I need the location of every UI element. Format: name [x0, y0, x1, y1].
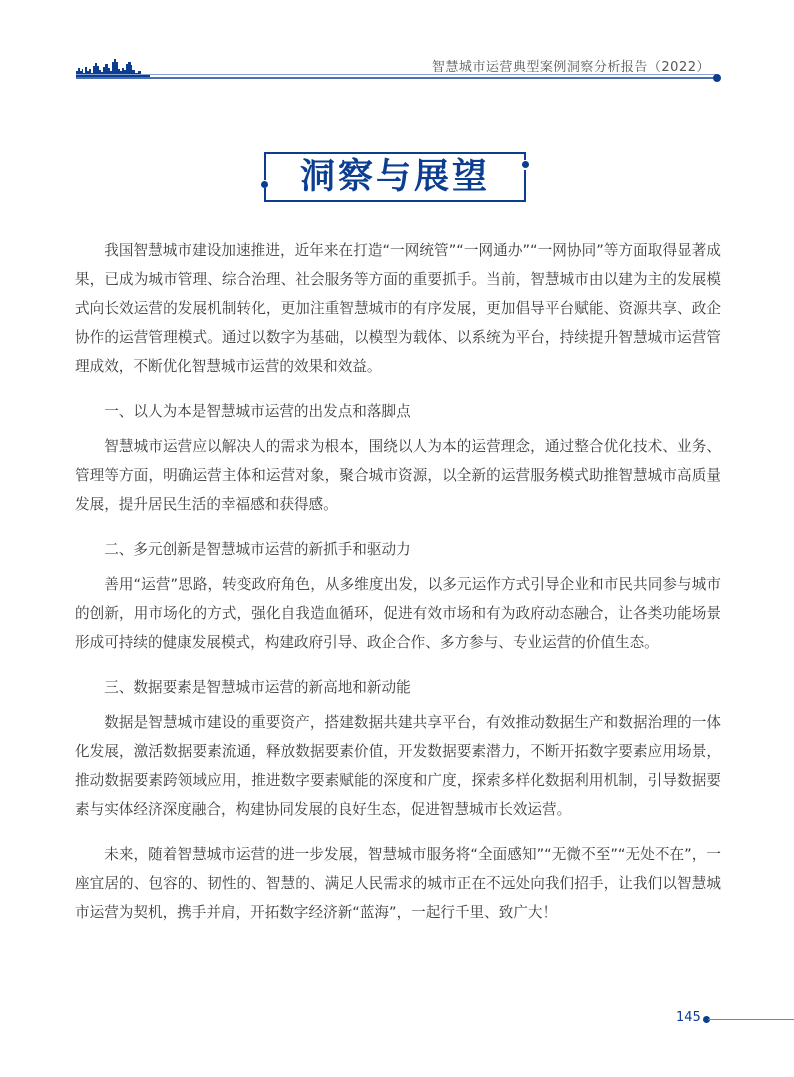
- header-rule: [76, 77, 716, 79]
- conclusion-paragraph: 未来，随着智慧城市运营的进一步发展，智慧城市服务将“全面感知”“无微不至”“无处不在”，一座宜居的、包容的、韧性的、智慧的、满足人民需求的城市正在不远处向我们招手，让我们以智慧城市运营为契机，携手并肩，开拓数字经济新“蓝海”，一起行千里、致广大！: [75, 846, 721, 921]
- section-paragraph: 数据是智慧城市建设的重要资产，搭建数据共建共享平台，有效推动数据生产和数据治理的一体化发展，激活数据要素流通，释放数据要素价值，开发数据要素潜力，不断开拓数字要素应用场景，推动数据要素跨领域应用，推进数字要素赋能的深度和广度，探索多样化数据利用机制，引导数据要素与实体经济深度融合，构建协同发展的良好生态，促进智慧城市长效运营。: [75, 714, 721, 818]
- section-title-frame: [264, 152, 526, 202]
- section-paragraph: 智慧城市运营应以解决人的需求为根本，围绕以人为本的运营理念，通过整合优化技术、业务、管理等方面，明确运营主体和运营对象，聚合城市资源，以全新的运营服务模式助推智慧城市高质量发展，提升居民生活的幸福感和获得感。: [75, 438, 721, 513]
- page-header: [0, 0, 794, 90]
- article-body: [75, 236, 721, 927]
- section-heading: 一、以人为本是智慧城市运营的出发点和落脚点: [104, 403, 411, 420]
- section-heading: 二、多元创新是智慧城市运营的新抓手和驱动力: [104, 541, 411, 558]
- footer-rule: [708, 1019, 794, 1020]
- section-heading: 三、数据要素是智慧城市运营的新高地和新动能: [104, 679, 411, 696]
- section-title: 洞察与展望: [299, 157, 490, 197]
- page-number: 145: [676, 1010, 701, 1025]
- report-title: 智慧城市运营典型案例洞察分析报告（2022）: [431, 60, 710, 75]
- header-dot-icon: [713, 74, 721, 82]
- intro-paragraph: 我国智慧城市建设加速推进，近年来在打造“一网统管”“一网通办”“一网协同”等方面取得显著成果，已成为城市管理、综合治理、社会服务等方面的重要抓手。当前，智慧城市由以建为主的发展模式向长效运营的发展机制转化，更加注重智慧城市的有序发展，更加倡导平台赋能、资源共享、政企协作的运营管理模式。通过以数字为基础，以模型为载体、以系统为平台，持续提升智慧城市运营管理成效，不断优化智慧城市运营的效果和效益。: [75, 242, 721, 375]
- section-paragraph: 善用“运营”思路，转变政府角色，从多维度出发，以多元运作方式引导企业和市民共同参与城市的创新，用市场化的方式，强化自我造血循环，促进有效市场和有为政府动态融合，让各类功能场景形成可持续的健康发展模式，构建政府引导、政企合作、多方参与、专业运营的价值生态。: [75, 576, 721, 651]
